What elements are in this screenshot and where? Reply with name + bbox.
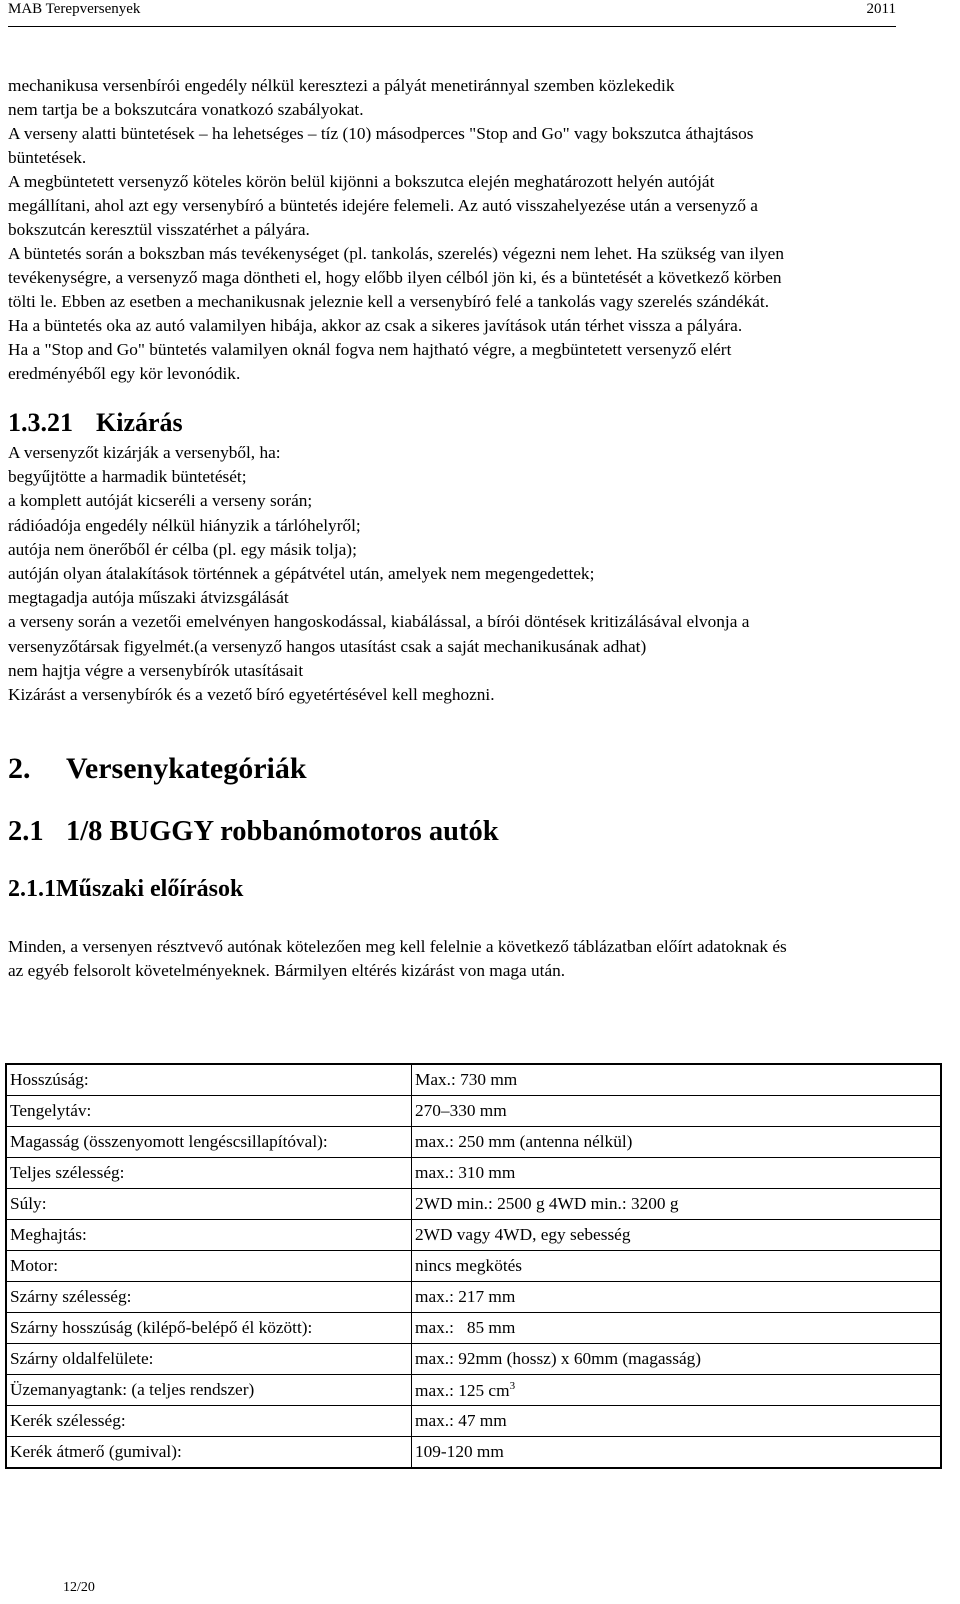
body-line: A verseny alatti büntetések – ha lehetséges – tíz (10) másodperces "Stop and Go" vagy bokszutca áthajtásos — [8, 124, 754, 143]
table-row — [6, 1127, 941, 1158]
spec-label: Meghajtás: — [6, 1220, 412, 1251]
table-row — [6, 1344, 941, 1375]
table-row — [6, 1437, 941, 1469]
spec-value: max.: 92mm (hossz) x 60mm (magasság) — [412, 1344, 942, 1375]
spec-value: 2WD min.: 2500 g 4WD min.: 3200 g — [412, 1189, 942, 1220]
table-row — [6, 1158, 941, 1189]
list-item: A versenyzőt kizárják a versenyből, ha: — [8, 443, 281, 462]
spec-value: max.: 217 mm — [412, 1282, 942, 1313]
spec-value: max.: 47 mm — [412, 1406, 942, 1437]
spec-label: Kerék átmerő (gumival): — [6, 1437, 412, 1469]
spec-label: Tengelytáv: — [6, 1096, 412, 1127]
list-item: a komplett autóját kicseréli a verseny során; — [8, 491, 313, 511]
list-item: a verseny során a vezetői emelvényen hangoskodással, kiabálással, a bírói döntések kritizálásával elvonja a — [8, 612, 750, 632]
spec-label: Üzemanyagtank: (a teljes rendszer) — [6, 1375, 412, 1406]
spec-label: Magasság (összenyomott lengéscsillapítóval): — [6, 1127, 412, 1158]
body-line: mechanikusa versenbírói engedély nélkül keresztezi a pályát menetiránnyal szemben közlekedik — [8, 76, 675, 95]
list-item: begyűjtötte a harmadik büntetését; — [8, 467, 247, 487]
body-line: büntetések. — [8, 148, 87, 167]
spec-label: Szárny oldalfelülete: — [6, 1344, 412, 1375]
spec-value: max.: 85 mm — [412, 1313, 942, 1344]
body-line: bokszutcán keresztül visszatérhet a pályára. — [8, 220, 310, 239]
spec-value: nincs megkötés — [412, 1251, 942, 1282]
heading-categories — [8, 752, 307, 786]
list-item: megtagadja autója műszaki átvizsgálását — [8, 588, 289, 608]
spec-label: Szárny hosszúság (kilépő-belépő él között): — [6, 1313, 412, 1344]
body-line: nem tartja be a bokszutcára vonatkozó szabályokat. — [8, 100, 364, 119]
body-line: eredményéből egy kör levonódik. — [8, 364, 241, 383]
spec-value: max.: 310 mm — [412, 1158, 942, 1189]
header-year: 2011 — [866, 1, 896, 17]
body-line: tevékenységre, a versenyző maga döntheti el, hogy előbb ilyen célból jön ki, és a büntetését a következő körben — [8, 268, 782, 287]
spec-label: Teljes szélesség: — [6, 1158, 412, 1189]
heading-number: 1.3.21 — [8, 408, 73, 437]
list-item: autóján olyan átalakítások történnek a gépátvétel után, amelyek nem megengedettek; — [8, 564, 595, 584]
spec-label: Szárny szélesség: — [6, 1282, 412, 1313]
body-line: A megbüntetett versenyző köteles körön belül kijönni a bokszutca elején meghatározott helyén autóját — [8, 172, 715, 191]
heading-number: 2.1.1 — [8, 876, 56, 902]
penalty-section-text — [8, 74, 948, 386]
spec-table — [5, 1063, 942, 1469]
table-row — [6, 1313, 941, 1344]
list-item: versenyzőtársak figyelmét.(a versenyző hangos utasítást csak a saját mechanikusának adhat) — [8, 636, 647, 656]
table-row — [6, 1220, 941, 1251]
list-item: nem hajtja végre a versenybírók utasításait — [8, 660, 304, 680]
heading-buggy — [8, 816, 499, 848]
heading-technical — [8, 876, 243, 903]
heading-title: 1/8 BUGGY robbanómotoros autók — [66, 816, 499, 847]
list-item: rádióadója engedély nélkül hiányzik a tárlóhelyről; — [8, 515, 361, 535]
spec-value: 109-120 mm — [412, 1437, 942, 1469]
body-line: Ha a "Stop and Go" büntetés valamilyen oknál fogva nem hajtható végre, a megbüntetett versenyző elért — [8, 340, 732, 359]
body-line: tölti le. Ebben az esetben a mechanikusnak jeleznie kell a versenybíró felé a tankolás vagy szerelés szándékát. — [8, 292, 770, 311]
disqualification-list — [8, 441, 948, 707]
spec-label: Súly: — [6, 1189, 412, 1220]
page-number: 12/20 — [63, 1580, 95, 1595]
spec-value: max.: 250 mm (antenna nélkül) — [412, 1127, 942, 1158]
table-row — [6, 1189, 941, 1220]
list-item: autója nem önerőből ér célba (pl. egy másik tolja); — [8, 539, 357, 559]
spec-value-cell — [412, 1375, 942, 1406]
table-row — [6, 1251, 941, 1282]
body-line: Ha a büntetés oka az autó valamilyen hibája, akkor az csak a sikeres javítások után térhet vissza a pályára. — [8, 316, 743, 335]
spec-value: 270–330 mm — [412, 1096, 942, 1127]
heading-disqualification — [8, 408, 183, 438]
spec-label: Kerék szélesség: — [6, 1406, 412, 1437]
spec-label: Motor: — [6, 1251, 412, 1282]
table-row — [6, 1406, 941, 1437]
spec-value: Max.: 730 mm — [412, 1064, 942, 1096]
technical-intro — [8, 935, 948, 983]
table-row — [6, 1282, 941, 1313]
list-item: Kizárást a versenybírók és a vezető bíró egyetértésével kell meghozni. — [8, 685, 495, 705]
intro-line: Minden, a versenyen résztvevő autónak kötelezően meg kell felelnie a következő táblázatban előírt adatoknak és — [8, 937, 787, 956]
table-row — [6, 1375, 941, 1406]
spec-value: max.: 125 cm — [415, 1380, 510, 1400]
heading-number: 2. — [8, 752, 31, 785]
heading-title: Versenykategóriák — [66, 752, 307, 785]
heading-title: Műszaki előírások — [56, 876, 244, 902]
spec-label: Hosszúság: — [6, 1064, 412, 1096]
spec-value: 2WD vagy 4WD, egy sebesség — [412, 1220, 942, 1251]
body-line: A büntetés során a bokszban más tevékenységet (pl. tankolás, szerelés) végezni nem lehet. Ha szükség van ilyen — [8, 244, 784, 263]
intro-line: az egyéb felsorolt követelményeknek. Bármilyen eltérés kizárást von maga után. — [8, 961, 566, 980]
table-row — [6, 1064, 941, 1096]
heading-title: Kizárás — [96, 408, 183, 437]
heading-number: 2.1 — [8, 816, 44, 847]
page-header — [8, 0, 896, 27]
body-line: megállítani, ahol azt egy versenybíró a büntetés idejére felemeli. Az autó visszahelyezése után a versenyző a — [8, 196, 758, 215]
spec-value-superscript: 3 — [509, 1379, 516, 1392]
header-title: MAB Terepversenyek — [8, 1, 141, 17]
table-row — [6, 1096, 941, 1127]
